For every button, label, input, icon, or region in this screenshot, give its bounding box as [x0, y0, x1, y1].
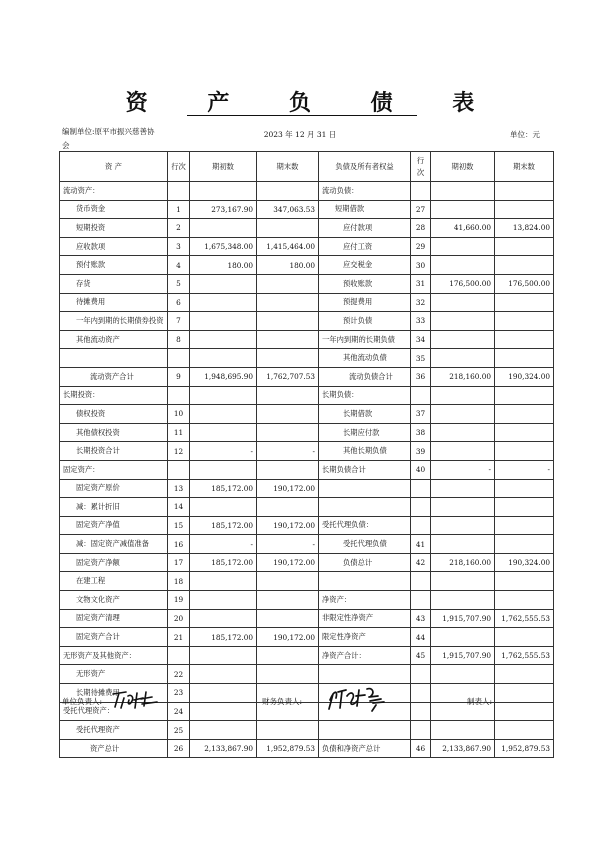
- asset-end-cell: [257, 721, 319, 740]
- liability-end-cell: [495, 498, 554, 517]
- liability-line-cell: 35: [411, 349, 431, 368]
- asset-end-cell: [257, 498, 319, 517]
- asset-line-cell: 14: [168, 498, 190, 517]
- asset-end-cell: [257, 665, 319, 684]
- liability-line-cell: 39: [411, 442, 431, 461]
- liability-name-cell: 长期借款: [319, 405, 411, 424]
- liability-name-cell: 应交税金: [319, 256, 411, 275]
- liability-begin-cell: [431, 442, 495, 461]
- asset-begin-cell: [190, 460, 257, 479]
- asset-name-cell: 固定资产原价: [60, 479, 168, 498]
- liability-line-cell: 45: [411, 646, 431, 665]
- liability-line-cell: 36: [411, 367, 431, 386]
- asset-line-cell: 16: [168, 535, 190, 554]
- header-end-2: 期末数: [495, 152, 554, 182]
- table-row: [60, 665, 554, 684]
- liability-line-cell: [411, 386, 431, 405]
- table-row: [60, 553, 554, 572]
- asset-line-cell: [168, 460, 190, 479]
- asset-begin-cell: [190, 702, 257, 721]
- table-row: [60, 367, 554, 386]
- liability-name-cell: 净资产合计：: [319, 646, 411, 665]
- liability-name-cell: 受托代理负债：: [319, 516, 411, 535]
- table-row: [60, 442, 554, 461]
- asset-begin-cell: [190, 498, 257, 517]
- liability-line-cell: 34: [411, 330, 431, 349]
- liability-name-cell: 负债和净资产总计: [319, 739, 411, 758]
- liability-line-cell: 38: [411, 423, 431, 442]
- liability-begin-cell: [431, 349, 495, 368]
- asset-name-cell: 减：累计折旧: [60, 498, 168, 517]
- asset-end-cell: [257, 423, 319, 442]
- liability-end-cell: -: [495, 460, 554, 479]
- liability-begin-cell: [431, 591, 495, 610]
- asset-end-cell: 1,952,879.53: [257, 739, 319, 758]
- asset-line-cell: 2: [168, 219, 190, 238]
- liability-begin-cell: 2,133,867.90: [431, 739, 495, 758]
- table-row: [60, 256, 554, 275]
- asset-begin-cell: [190, 684, 257, 703]
- asset-name-cell: 预付账款: [60, 256, 168, 275]
- liability-end-cell: 1,762,555.53: [495, 646, 554, 665]
- asset-begin-cell: -: [190, 442, 257, 461]
- liability-name-cell: 负债总计: [319, 553, 411, 572]
- asset-line-cell: 15: [168, 516, 190, 535]
- asset-end-cell: [257, 386, 319, 405]
- liability-line-cell: 37: [411, 405, 431, 424]
- liability-end-cell: [495, 312, 554, 331]
- liability-line-cell: 42: [411, 553, 431, 572]
- asset-name-cell: 长期投资：: [60, 386, 168, 405]
- asset-line-cell: 5: [168, 274, 190, 293]
- asset-end-cell: [257, 274, 319, 293]
- unit-head-signature: [110, 688, 160, 710]
- asset-name-cell: 受托代理资产：: [60, 702, 168, 721]
- liability-name-cell: 应付款项: [319, 219, 411, 238]
- table-row: [60, 237, 554, 256]
- table-row: [60, 200, 554, 219]
- reporting-unit-cont: 会: [62, 141, 70, 150]
- asset-begin-cell: 185,172.00: [190, 553, 257, 572]
- liability-line-cell: 43: [411, 609, 431, 628]
- asset-line-cell: 25: [168, 721, 190, 740]
- liability-name-cell: 短期借款: [319, 200, 411, 219]
- liability-line-cell: [411, 516, 431, 535]
- liability-begin-cell: [431, 665, 495, 684]
- liability-end-cell: [495, 702, 554, 721]
- asset-name-cell: 固定资产净额: [60, 553, 168, 572]
- asset-name-cell: 固定资产合计: [60, 628, 168, 647]
- liability-name-cell: 非限定性净资产: [319, 609, 411, 628]
- table-row: [60, 535, 554, 554]
- liability-end-cell: [495, 330, 554, 349]
- asset-line-cell: 21: [168, 628, 190, 647]
- liability-end-cell: [495, 684, 554, 703]
- liability-line-cell: 41: [411, 535, 431, 554]
- liability-begin-cell: [431, 721, 495, 740]
- table-row: [60, 219, 554, 238]
- liability-end-cell: [495, 405, 554, 424]
- liability-name-cell: 长期负债合计: [319, 460, 411, 479]
- asset-line-cell: 9: [168, 367, 190, 386]
- asset-name-cell: 存货: [60, 274, 168, 293]
- liability-end-cell: 190,324.00: [495, 367, 554, 386]
- asset-begin-cell: 185,172.00: [190, 628, 257, 647]
- table-row: [60, 312, 554, 331]
- liability-end-cell: [495, 442, 554, 461]
- asset-begin-cell: [190, 721, 257, 740]
- liability-begin-cell: [431, 312, 495, 331]
- table-row: [60, 386, 554, 405]
- asset-end-cell: 190,172.00: [257, 628, 319, 647]
- liability-end-cell: [495, 200, 554, 219]
- asset-begin-cell: 185,172.00: [190, 516, 257, 535]
- liability-end-cell: [495, 665, 554, 684]
- liability-name-cell: 净资产：: [319, 591, 411, 610]
- asset-line-cell: 20: [168, 609, 190, 628]
- asset-line-cell: 8: [168, 330, 190, 349]
- asset-name-cell: 固定资产清理: [60, 609, 168, 628]
- asset-end-cell: 1,762,707.53: [257, 367, 319, 386]
- liability-line-cell: [411, 684, 431, 703]
- liability-name-cell: 限定性净资产: [319, 628, 411, 647]
- liability-begin-cell: [431, 256, 495, 275]
- asset-line-cell: 19: [168, 591, 190, 610]
- liability-end-cell: 1,952,879.53: [495, 739, 554, 758]
- asset-begin-cell: [190, 312, 257, 331]
- liability-name-cell: 应付工资: [319, 237, 411, 256]
- liability-end-cell: [495, 349, 554, 368]
- asset-line-cell: 18: [168, 572, 190, 591]
- asset-begin-cell: 1,948,695.90: [190, 367, 257, 386]
- finance-head-label: 财务负责人:: [262, 697, 303, 706]
- table-row: [60, 628, 554, 647]
- liability-name-cell: [319, 572, 411, 591]
- asset-begin-cell: [190, 386, 257, 405]
- liability-line-cell: [411, 572, 431, 591]
- liability-line-cell: 30: [411, 256, 431, 275]
- table-row: [60, 182, 554, 201]
- asset-begin-cell: -: [190, 535, 257, 554]
- table-row: [60, 572, 554, 591]
- liability-end-cell: [495, 535, 554, 554]
- table-row: [60, 405, 554, 424]
- asset-name-cell: 减：固定资产减值准备: [60, 535, 168, 554]
- liability-begin-cell: [431, 293, 495, 312]
- asset-name-cell: 无形资产: [60, 665, 168, 684]
- asset-end-cell: [257, 646, 319, 665]
- asset-begin-cell: [190, 591, 257, 610]
- asset-line-cell: 7: [168, 312, 190, 331]
- asset-end-cell: [257, 219, 319, 238]
- asset-line-cell: 3: [168, 237, 190, 256]
- liability-begin-cell: [431, 423, 495, 442]
- liability-begin-cell: [431, 405, 495, 424]
- asset-line-cell: 17: [168, 553, 190, 572]
- asset-end-cell: [257, 330, 319, 349]
- liability-begin-cell: 176,500.00: [431, 274, 495, 293]
- liability-begin-cell: [431, 628, 495, 647]
- liability-end-cell: 176,500.00: [495, 274, 554, 293]
- liability-name-cell: 其他长期负债: [319, 442, 411, 461]
- asset-end-cell: 190,172.00: [257, 553, 319, 572]
- asset-end-cell: -: [257, 535, 319, 554]
- liability-name-cell: 预计负债: [319, 312, 411, 331]
- liability-end-cell: [495, 293, 554, 312]
- liability-line-cell: 46: [411, 739, 431, 758]
- asset-line-cell: [168, 182, 190, 201]
- asset-name-cell: 应收款项: [60, 237, 168, 256]
- asset-begin-cell: [190, 572, 257, 591]
- liability-begin-cell: [431, 516, 495, 535]
- liability-begin-cell: 1,915,707.90: [431, 646, 495, 665]
- asset-begin-cell: [190, 609, 257, 628]
- liability-name-cell: 长期负债：: [319, 386, 411, 405]
- asset-begin-cell: [190, 182, 257, 201]
- asset-begin-cell: [190, 405, 257, 424]
- asset-begin-cell: [190, 274, 257, 293]
- liability-end-cell: [495, 386, 554, 405]
- asset-name-cell: 其他债权投资: [60, 423, 168, 442]
- asset-begin-cell: [190, 423, 257, 442]
- liability-begin-cell: [431, 498, 495, 517]
- liability-begin-cell: [431, 572, 495, 591]
- liability-begin-cell: [431, 200, 495, 219]
- title-underline: [187, 115, 417, 116]
- asset-begin-cell: 185,172.00: [190, 479, 257, 498]
- liability-end-cell: [495, 628, 554, 647]
- liability-name-cell: [319, 721, 411, 740]
- liability-end-cell: [495, 479, 554, 498]
- asset-begin-cell: 180.00: [190, 256, 257, 275]
- liability-begin-cell: -: [431, 460, 495, 479]
- balance-sheet-table: [59, 151, 554, 758]
- liability-line-cell: 31: [411, 274, 431, 293]
- asset-end-cell: [257, 349, 319, 368]
- liability-line-cell: 40: [411, 460, 431, 479]
- header-asset: 资 产: [60, 152, 168, 182]
- liability-begin-cell: [431, 330, 495, 349]
- asset-name-cell: 待摊费用: [60, 293, 168, 312]
- asset-begin-cell: [190, 219, 257, 238]
- header-begin-2: 期初数: [431, 152, 495, 182]
- asset-name-cell: 其他流动资产: [60, 330, 168, 349]
- report-date: 2023 年 12 月 31 日: [263, 130, 337, 139]
- asset-line-cell: 11: [168, 423, 190, 442]
- table-header-row: [60, 152, 554, 182]
- asset-end-cell: [257, 591, 319, 610]
- liability-end-cell: [495, 256, 554, 275]
- asset-begin-cell: 273,167.90: [190, 200, 257, 219]
- asset-name-cell: 受托代理资产: [60, 721, 168, 740]
- table-row: [60, 460, 554, 479]
- liability-begin-cell: 218,160.00: [431, 367, 495, 386]
- liability-end-cell: [495, 516, 554, 535]
- liability-begin-cell: [431, 535, 495, 554]
- liability-line-cell: 29: [411, 237, 431, 256]
- liability-begin-cell: [431, 237, 495, 256]
- liability-end-cell: [495, 182, 554, 201]
- asset-end-cell: [257, 460, 319, 479]
- asset-end-cell: [257, 182, 319, 201]
- liability-line-cell: 28: [411, 219, 431, 238]
- asset-name-cell: 债权投资: [60, 405, 168, 424]
- asset-name-cell: 在建工程: [60, 572, 168, 591]
- liability-end-cell: [495, 721, 554, 740]
- asset-line-cell: 26: [168, 739, 190, 758]
- liability-name-cell: 预收账款: [319, 274, 411, 293]
- asset-name-cell: 长期投资合计: [60, 442, 168, 461]
- liability-name-cell: 长期应付款: [319, 423, 411, 442]
- liability-begin-cell: 1,915,707.90: [431, 609, 495, 628]
- table-row: [60, 479, 554, 498]
- asset-end-cell: [257, 293, 319, 312]
- asset-line-cell: [168, 386, 190, 405]
- liability-line-cell: [411, 665, 431, 684]
- header-line-2: 行 次: [411, 152, 431, 182]
- report-title: 资 产 负 债 表: [125, 90, 501, 116]
- table-row: [60, 646, 554, 665]
- liability-line-cell: 33: [411, 312, 431, 331]
- liability-begin-cell: [431, 479, 495, 498]
- liability-begin-cell: [431, 182, 495, 201]
- asset-line-cell: 23: [168, 684, 190, 703]
- table-row: [60, 609, 554, 628]
- asset-begin-cell: 1,675,348.00: [190, 237, 257, 256]
- liability-end-cell: [495, 591, 554, 610]
- unit-head-label: 单位负责人:: [62, 697, 103, 706]
- asset-end-cell: 347,063.53: [257, 200, 319, 219]
- table-row: [60, 423, 554, 442]
- liability-line-cell: [411, 721, 431, 740]
- asset-line-cell: 24: [168, 702, 190, 721]
- asset-begin-cell: [190, 330, 257, 349]
- table-row: [60, 498, 554, 517]
- asset-name-cell: 固定资产：: [60, 460, 168, 479]
- asset-end-cell: 190,172.00: [257, 479, 319, 498]
- asset-name-cell: 货币资金: [60, 200, 168, 219]
- currency-unit: 单位：元: [510, 130, 540, 139]
- asset-end-cell: [257, 572, 319, 591]
- asset-line-cell: 10: [168, 405, 190, 424]
- asset-name-cell: 资产总计: [60, 739, 168, 758]
- liability-begin-cell: 218,160.00: [431, 553, 495, 572]
- liability-name-cell: [319, 498, 411, 517]
- reporting-unit: 编制单位:原平市振兴慈善协: [62, 127, 155, 136]
- asset-begin-cell: [190, 646, 257, 665]
- asset-line-cell: 12: [168, 442, 190, 461]
- liability-begin-cell: 41,660.00: [431, 219, 495, 238]
- liability-end-cell: 1,762,555.53: [495, 609, 554, 628]
- liability-name-cell: 一年内到期的长期负债: [319, 330, 411, 349]
- asset-end-cell: [257, 609, 319, 628]
- asset-name-cell: 短期投资: [60, 219, 168, 238]
- asset-begin-cell: 2,133,867.90: [190, 739, 257, 758]
- table-row: [60, 516, 554, 535]
- asset-end-cell: -: [257, 442, 319, 461]
- table-row: [60, 349, 554, 368]
- asset-name-cell: 无形资产及其他资产：: [60, 646, 168, 665]
- liability-line-cell: 44: [411, 628, 431, 647]
- asset-line-cell: [168, 646, 190, 665]
- asset-begin-cell: [190, 293, 257, 312]
- asset-name-cell: 文物文化资产: [60, 591, 168, 610]
- liability-name-cell: 预提费用: [319, 293, 411, 312]
- asset-end-cell: 190,172.00: [257, 516, 319, 535]
- liability-end-cell: [495, 423, 554, 442]
- asset-line-cell: 13: [168, 479, 190, 498]
- table-row: [60, 274, 554, 293]
- liability-line-cell: [411, 479, 431, 498]
- asset-end-cell: [257, 312, 319, 331]
- table-row: [60, 330, 554, 349]
- liability-line-cell: [411, 702, 431, 721]
- header-begin: 期初数: [190, 152, 257, 182]
- header-end: 期末数: [257, 152, 319, 182]
- liability-end-cell: [495, 572, 554, 591]
- asset-name-cell: 一年内到期的长期债券投资: [60, 312, 168, 331]
- table-row: [60, 293, 554, 312]
- asset-line-cell: 6: [168, 293, 190, 312]
- liability-line-cell: [411, 182, 431, 201]
- asset-line-cell: 1: [168, 200, 190, 219]
- asset-end-cell: 1,415,464.00: [257, 237, 319, 256]
- table-row: [60, 739, 554, 758]
- asset-end-cell: [257, 405, 319, 424]
- asset-name-cell: 流动资产：: [60, 182, 168, 201]
- header-line: 行次: [168, 152, 190, 182]
- asset-name-cell: 固定资产净值: [60, 516, 168, 535]
- preparer-label: 制表人:: [467, 697, 493, 706]
- liability-end-cell: 13,824.00: [495, 219, 554, 238]
- table-row: [60, 721, 554, 740]
- liability-name-cell: 流动负债合计: [319, 367, 411, 386]
- liability-name-cell: [319, 665, 411, 684]
- liability-name-cell: 受托代理负债: [319, 535, 411, 554]
- asset-begin-cell: [190, 349, 257, 368]
- asset-end-cell: 180.00: [257, 256, 319, 275]
- asset-begin-cell: [190, 665, 257, 684]
- asset-name-cell: 长期待摊费用: [60, 684, 168, 703]
- liability-line-cell: [411, 591, 431, 610]
- table-row: [60, 591, 554, 610]
- liability-line-cell: [411, 498, 431, 517]
- liability-name-cell: 流动负债：: [319, 182, 411, 201]
- liability-line-cell: 27: [411, 200, 431, 219]
- asset-name-cell: [60, 349, 168, 368]
- liability-name-cell: 其他流动负债: [319, 349, 411, 368]
- liability-end-cell: 190,324.00: [495, 553, 554, 572]
- finance-head-signature: [326, 684, 388, 712]
- asset-name-cell: 流动资产合计: [60, 367, 168, 386]
- liability-name-cell: [319, 479, 411, 498]
- liability-end-cell: [495, 237, 554, 256]
- asset-line-cell: 22: [168, 665, 190, 684]
- asset-line-cell: [168, 349, 190, 368]
- liability-line-cell: 32: [411, 293, 431, 312]
- asset-line-cell: 4: [168, 256, 190, 275]
- header-liability: 负债及所有者权益: [319, 152, 411, 182]
- liability-begin-cell: [431, 386, 495, 405]
